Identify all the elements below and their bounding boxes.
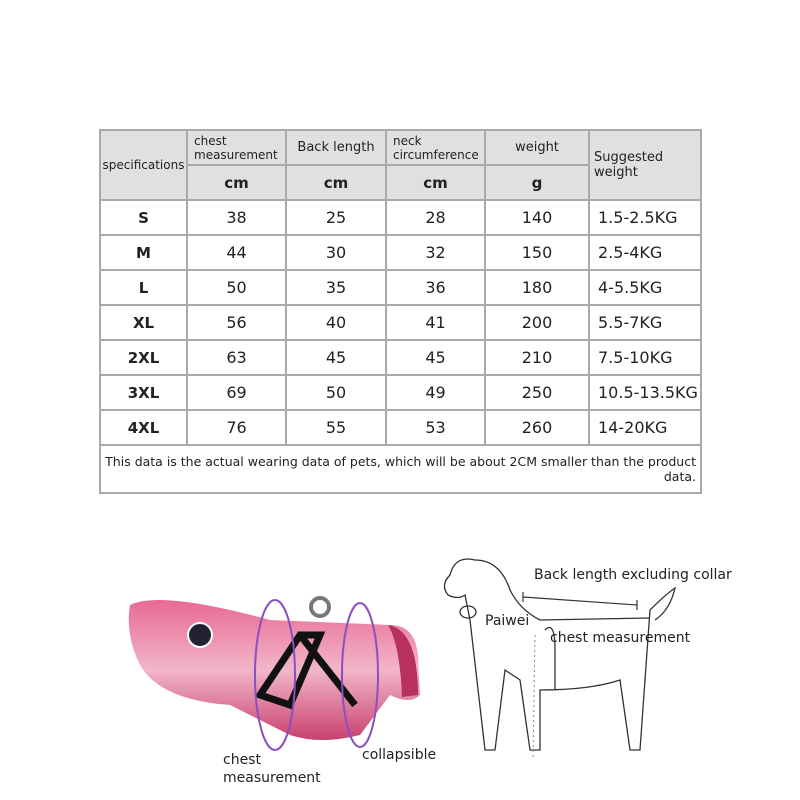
header-neck: neck circumference xyxy=(386,130,485,165)
value-cell: 49 xyxy=(386,375,485,410)
value-cell: 210 xyxy=(485,340,589,375)
pink-coat-image xyxy=(120,585,430,760)
size-cell: L xyxy=(100,270,187,305)
header-chest: chest measurement xyxy=(187,130,286,165)
value-cell: 40 xyxy=(286,305,386,340)
value-cell: 50 xyxy=(286,375,386,410)
value-cell: 200 xyxy=(485,305,589,340)
unit-cell: g xyxy=(485,165,589,200)
suggested-weight-cell: 10.5-13.5KG xyxy=(589,375,701,410)
suggested-weight-cell: 7.5-10KG xyxy=(589,340,701,375)
value-cell: 28 xyxy=(386,200,485,235)
value-cell: 150 xyxy=(485,235,589,270)
value-cell: 69 xyxy=(187,375,286,410)
value-cell: 250 xyxy=(485,375,589,410)
unit-cell: cm xyxy=(286,165,386,200)
value-cell: 32 xyxy=(386,235,485,270)
value-cell: 41 xyxy=(386,305,485,340)
suggested-weight-cell: 2.5-4KG xyxy=(589,235,701,270)
dog-neck-label: Paiwei xyxy=(485,613,530,629)
value-cell: 45 xyxy=(386,340,485,375)
value-cell: 36 xyxy=(386,270,485,305)
value-cell: 76 xyxy=(187,410,286,445)
value-cell: 56 xyxy=(187,305,286,340)
value-cell: 63 xyxy=(187,340,286,375)
header-specifications: specifications xyxy=(100,130,187,200)
header-back-length: Back length xyxy=(286,130,386,165)
value-cell: 260 xyxy=(485,410,589,445)
value-cell: 50 xyxy=(187,270,286,305)
value-cell: 180 xyxy=(485,270,589,305)
suggested-weight-cell: 14-20KG xyxy=(589,410,701,445)
dog-chest-label: chest measurement xyxy=(550,630,691,646)
value-cell: 140 xyxy=(485,200,589,235)
table-row xyxy=(100,200,701,235)
note-text: This data is the actual wearing data of pets, which will be about 2CM smaller than the product data. xyxy=(100,445,701,493)
table-row xyxy=(100,410,701,445)
size-cell: M xyxy=(100,235,187,270)
size-cell: 2XL xyxy=(100,340,187,375)
value-cell: 35 xyxy=(286,270,386,305)
size-chart-table xyxy=(99,129,702,494)
suggested-weight-cell: 4-5.5KG xyxy=(589,270,701,305)
table-row xyxy=(100,235,701,270)
table-row xyxy=(100,340,701,375)
unit-cell: cm xyxy=(187,165,286,200)
suggested-weight-cell: 1.5-2.5KG xyxy=(589,200,701,235)
size-cell: S xyxy=(100,200,187,235)
unit-cell: cm xyxy=(386,165,485,200)
value-cell: 30 xyxy=(286,235,386,270)
collapsible-label: collapsible xyxy=(362,747,437,763)
value-cell: 55 xyxy=(286,410,386,445)
size-cell: XL xyxy=(100,305,187,340)
value-cell: 38 xyxy=(187,200,286,235)
value-cell: 53 xyxy=(386,410,485,445)
size-cell: 3XL xyxy=(100,375,187,410)
value-cell: 25 xyxy=(286,200,386,235)
coat-chest-label: chest measurement xyxy=(223,752,321,786)
header-weight: weight xyxy=(485,130,589,165)
header-suggested-weight: Suggested weight xyxy=(589,130,701,200)
value-cell: 45 xyxy=(286,340,386,375)
value-cell: 44 xyxy=(187,235,286,270)
dog-back-length-label: Back length excluding collar xyxy=(534,567,732,583)
table-row xyxy=(100,270,701,305)
header-row xyxy=(100,130,701,165)
suggested-weight-cell: 5.5-7KG xyxy=(589,305,701,340)
table-row xyxy=(100,305,701,340)
size-cell: 4XL xyxy=(100,410,187,445)
table-row xyxy=(100,375,701,410)
